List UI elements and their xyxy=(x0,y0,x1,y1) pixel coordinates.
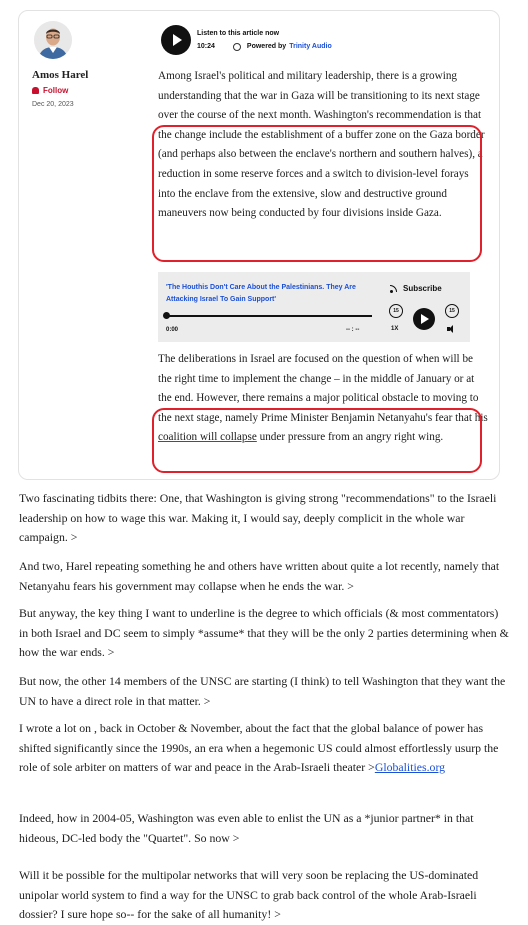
skip-back-label: 15 xyxy=(393,308,399,314)
coalition-collapse-link[interactable]: coalition will collapse xyxy=(158,431,257,444)
bell-icon xyxy=(32,87,39,94)
highlight-box-2 xyxy=(152,408,482,473)
globe-icon xyxy=(233,43,241,51)
podcast-player xyxy=(158,272,470,342)
listen-label: Listen to this article now xyxy=(197,29,280,37)
follow-label: Follow xyxy=(43,86,69,95)
play-audio-button[interactable] xyxy=(161,25,191,55)
skip-forward-label: 15 xyxy=(449,308,455,314)
author-photo-icon xyxy=(34,21,72,59)
post-paragraph-4: But now, the other 14 members of the UNSC are starting (I think) to tell Washington that they want the UN to have a direct role in that matter. > xyxy=(19,674,506,708)
highlight-box-1 xyxy=(152,125,482,262)
post-paragraph-5-text: I wrote a lot on , back in October & November, about the fact that the global balance of power has shifted significantly since the 1990s, an era when a hegemonic US could almost effortlessly usurp the role of sole arbiter on matters of war and peace in the Arab-Israeli theater > xyxy=(19,721,499,774)
skip-back-icon[interactable] xyxy=(389,304,403,318)
progress-track[interactable] xyxy=(166,315,372,317)
subscribe-label: Subscribe xyxy=(403,284,442,293)
paragraph-2-text-a: The deliberations in Israel are focused on the question of when will be the right time to implement the change – in the middle of January or at the end. However, there remains a major political obstacle to moving to the next stage, namely Prime Minister Benjamin Netanyahu's fear that his xyxy=(158,353,488,424)
post-paragraph-5 xyxy=(19,719,509,778)
globalities-link[interactable]: Globalities.org xyxy=(374,760,446,774)
post-paragraph-6: Indeed, how in 2004-05, Washington was even able to enlist the UN as a *junior partner* in that hideous, DC-led body the "Quartet". So now > xyxy=(19,811,474,845)
volume-icon[interactable] xyxy=(447,325,457,333)
podcast-title-link[interactable]: 'The Houthis Don't Care About the Palestinians. They Are Attacking Israel To Gain Support' xyxy=(166,284,356,303)
quoted-article-card xyxy=(18,10,500,480)
author-avatar[interactable] xyxy=(34,21,72,59)
skip-forward-icon[interactable] xyxy=(445,304,459,318)
progress-handle[interactable] xyxy=(163,312,170,319)
trinity-audio-link[interactable]: Trinity Audio xyxy=(289,43,332,50)
paragraph-2-text-b: under pressure from an angry right wing. xyxy=(256,431,444,444)
author-name[interactable]: Amos Harel xyxy=(32,69,89,81)
subscribe-button[interactable] xyxy=(390,284,442,293)
post-paragraph-2: And two, Harel repeating something he and others have written about quite a lot recently, namely that Netanyahu fears his government may collapse when he ends the war. > xyxy=(19,559,500,593)
post-paragraph-7: Will it be possible for the multipolar networks that will very soon be replacing the US-dominated unipolar world system to find a way for the UNSC to grab back control of the whole Arab-Israeli dossier? I sure hope so-- for the sake of all humanity! > xyxy=(19,868,479,921)
listen-widget xyxy=(161,25,332,55)
podcast-play-button[interactable] xyxy=(413,308,435,330)
post-paragraph-3: But anyway, the key thing I want to underline is the degree to which officials (& most commentators) in both Israel and DC seem to simply *assume* that they will be the only 2 parties determining when & how the war ends. > xyxy=(19,606,509,659)
post-paragraph-1: Two fascinating tidbits there: One, that Washington is giving strong "recommendations" to the Israeli leadership on how to wage this war. Making it, I would say, deeply complicit in the whole war campaign. > xyxy=(19,491,497,544)
powered-by-label: Powered by xyxy=(246,43,287,50)
follow-button[interactable] xyxy=(32,86,68,95)
playback-speed-button[interactable]: 1X xyxy=(391,326,399,332)
article-paragraph-1: Among Israel's political and military leadership, there is a growing understanding that the war in Gaza will be transitioning to its next stage over the course of the next month. Washington's recommendation is that the change include the establishment of a buffer zone on the Gaza border (and perhaps also between the enclave's northern and southern halves), a reduction in some reserve forces and a switch to division-level forays into the enclave from the extensive, slow and destructive ground maneuvers now being conducted by four divisions inside Gaza. xyxy=(158,70,485,220)
time-start: 0:00 xyxy=(166,327,179,333)
time-end: -- : -- xyxy=(346,327,360,333)
audio-duration: 10:24 xyxy=(197,43,215,50)
rss-icon xyxy=(390,285,398,293)
article-date: Dec 20, 2023 xyxy=(32,101,74,108)
